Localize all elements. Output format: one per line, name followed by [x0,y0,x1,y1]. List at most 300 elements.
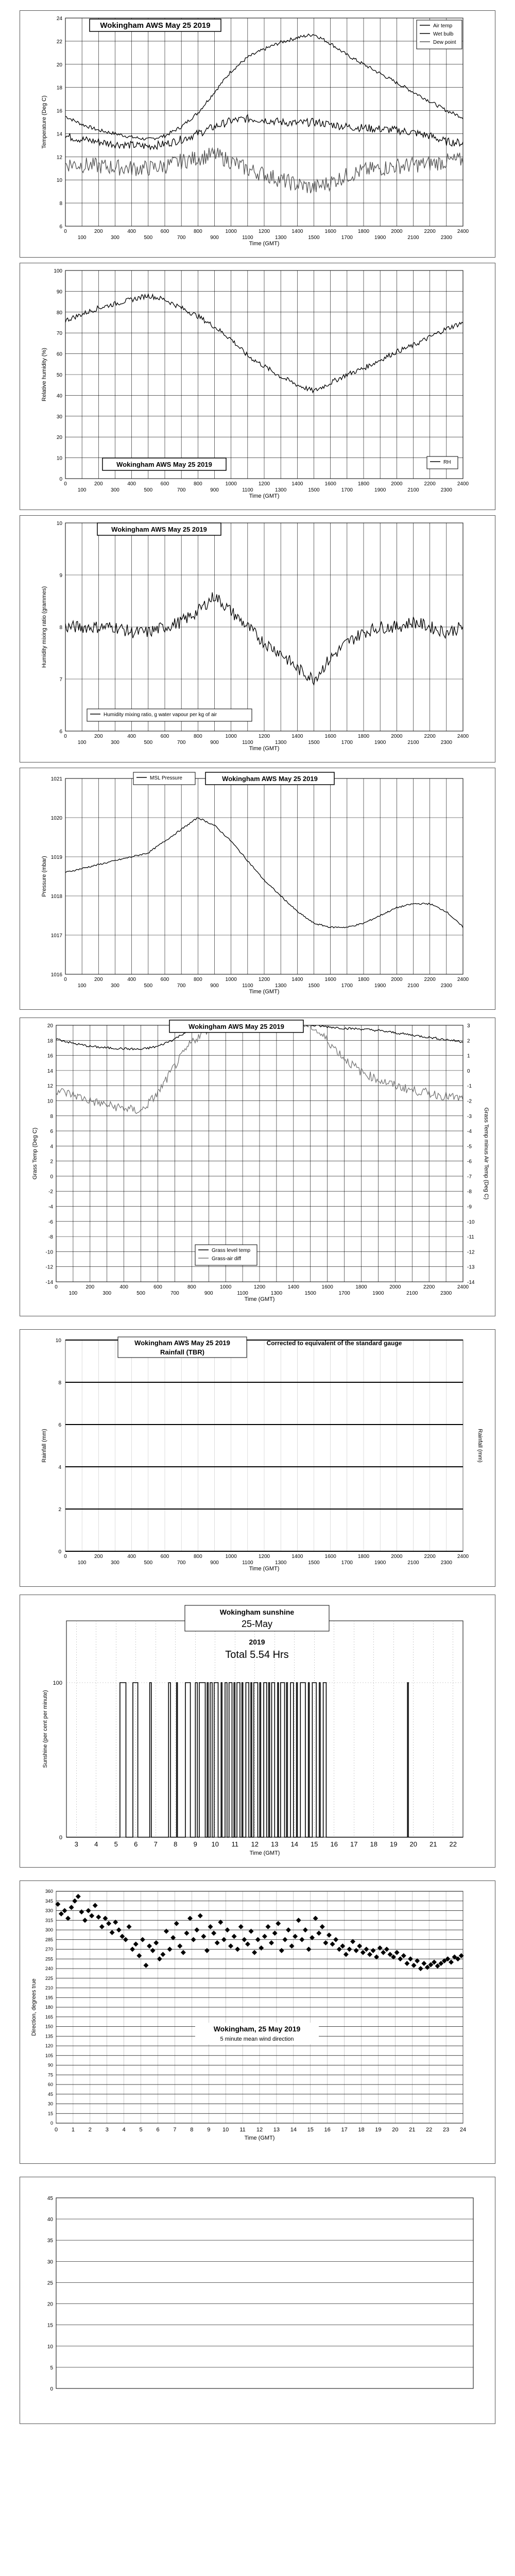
x-tick-label: 700 [177,487,186,493]
chart-date: 25-May [241,1619,273,1629]
y-tick-label: 0 [59,1835,62,1841]
x-tick-label: 1000 [225,977,237,982]
x-tick-label: 1400 [291,977,303,982]
x-tick-label: 2100 [406,1291,418,1296]
x-tick-label: 300 [111,983,119,989]
x-tick-label: 1800 [357,229,370,234]
y-tick-label: 7 [59,677,62,683]
temperature-chart [20,11,495,257]
x-tick-label: 1100 [242,983,253,989]
y-tick-label: 40 [56,393,62,399]
y-tick-label: 30 [56,414,62,420]
y2-tick-label: -3 [467,1113,472,1120]
y-tick-label: 8 [58,1380,61,1386]
x-tick-label: 1200 [253,1284,266,1290]
legend-label: RH [443,460,451,465]
x-tick-label: 100 [77,983,87,989]
y-tick-label: 70 [56,331,62,337]
x-tick-label: 12 [256,2127,263,2133]
y-tick-label: 2 [50,1159,53,1165]
y-tick-label: 165 [45,2014,53,2020]
y2-tick-label: -12 [467,1249,475,1256]
x-tick-label: 5 [114,1840,118,1848]
x-tick-label: 14 [290,1840,298,1848]
y2-tick-label: -13 [467,1264,475,1270]
y-tick-label: 14 [56,131,62,138]
x-tick-label: 18 [358,2127,365,2133]
y-tick-label: 45 [47,2091,53,2097]
y2-tick-label: 2 [467,1038,470,1044]
legend-label: MSL Pressure [150,775,182,781]
rainfall-chart [20,1330,495,1586]
legend-label: Dew point [433,40,456,45]
x-tick-label: 1100 [242,1560,253,1566]
x-tick-label: 1600 [324,229,336,234]
x-tick-label: 1400 [291,734,303,739]
y-tick-label: -10 [45,1249,53,1256]
y-tick-label: 15 [47,2323,53,2329]
wind-speed-chart-panel [20,2177,495,2424]
y-tick-label: 75 [47,2072,53,2078]
rainfall-chart-panel [20,1329,495,1587]
x-tick-label: 9 [193,1840,197,1848]
x-tick-label: 0 [64,734,67,739]
x-tick-label: 21 [409,2127,416,2133]
y-tick-label: 90 [47,2062,53,2068]
y-tick-label: 1019 [50,855,62,860]
x-tick-label: 400 [127,977,136,982]
x-tick-label: 2400 [457,481,469,487]
x-tick-label: 23 [442,2127,450,2133]
x-tick-label: 200 [94,481,103,487]
x-tick-label: 1300 [275,740,287,745]
x-tick-label: 1000 [225,229,237,234]
y-tick-label: 5 [50,2365,53,2371]
y2-tick-label: -6 [467,1159,472,1165]
y-axis-title: Temperature (Deg C) [41,95,47,149]
x-tick-label: 2000 [391,734,403,739]
x-tick-label: 4 [122,2127,126,2133]
chart-total: Total 5.54 Hrs [225,1649,289,1660]
x-tick-label: 2200 [424,229,436,234]
y-tick-label: 300 [45,1927,53,1933]
x-tick-label: 900 [210,1560,219,1566]
x-tick-label: 1000 [225,734,237,739]
x-tick-label: 4 [94,1840,98,1848]
y-tick-label: 60 [47,2082,53,2087]
x-tick-label: 200 [94,734,103,739]
x-tick-label: 20 [409,1840,417,1848]
grass-temperature-chart [20,1018,495,1316]
legend-box [427,456,458,469]
x-tick-label: 1900 [374,487,386,493]
y-tick-label: 270 [45,1946,53,1952]
x-tick-label: 16 [330,1840,338,1848]
x-tick-label: 13 [271,1840,279,1848]
x-tick-label: 0 [54,2127,58,2133]
x-tick-label: 1200 [258,734,270,739]
legend-label: Humidity mixing ratio, g water vapour per kg of air [104,712,217,718]
x-tick-label: 1900 [374,1560,386,1566]
y-tick-label: 180 [45,2005,53,2010]
x-tick-label: 2300 [440,1560,452,1566]
y-tick-label: 135 [45,2033,53,2039]
x-tick-label: 500 [144,487,153,493]
y-tick-label: -8 [48,1234,53,1241]
y-tick-label: 30 [47,2101,53,2107]
chart-title: Wokingham, 25 May 2019 [213,2025,301,2033]
x-tick-label: 1 [71,2127,75,2133]
y-tick-label: 240 [45,1966,53,1971]
x-tick-label: 1700 [341,1560,353,1566]
x-axis-title: Time (GMT) [249,241,280,247]
x-tick-label: 1300 [275,1560,287,1566]
x-tick-label: 12 [251,1840,259,1848]
x-tick-label: 1500 [304,1291,316,1296]
x-tick-label: 800 [193,977,202,982]
x-tick-label: 1100 [242,487,253,493]
x-tick-label: 1800 [357,734,370,739]
chart-year: 2019 [249,1638,265,1646]
x-tick-label: 700 [177,983,186,989]
y-axis-title: Humidity mixing ratio (grammes) [41,586,47,668]
y-axis-title: Relative humidity (%) [41,348,47,401]
x-tick-label: 2100 [407,983,419,989]
x-tick-label: 22 [449,1840,457,1848]
x-tick-label: 2300 [440,983,452,989]
y-tick-label: 20 [47,1023,53,1029]
x-tick-label: 1200 [258,481,270,487]
pressure-chart-panel [20,768,495,1010]
x-tick-label: 24 [459,2127,467,2133]
y-tick-label: 20 [56,62,62,68]
y-tick-label: 1018 [50,894,62,900]
y-tick-label: 8 [59,625,62,631]
x-tick-label: 2000 [391,977,403,982]
x-tick-label: 2200 [424,1554,436,1560]
legend-label: Grass-air diff [212,1256,242,1262]
y-tick-label: 0 [59,477,62,482]
y-tick-label: -14 [45,1280,53,1285]
y2-tick-label: 0 [467,1068,470,1074]
y-tick-label: 6 [50,1129,53,1135]
y-tick-label: 10 [56,178,62,184]
x-tick-label: 1600 [324,977,336,982]
x-tick-label: 300 [111,235,119,241]
x-tick-label: 200 [94,229,103,234]
x-tick-label: 100 [68,1291,78,1296]
x-axis-title: Time (GMT) [249,493,280,499]
mixing-ratio-chart-panel [20,515,495,762]
x-tick-label: 2400 [457,1554,469,1560]
y-tick-label: 80 [56,310,62,316]
x-tick-label: 2300 [440,487,452,493]
chart-title: Wokingham AWS May 25 2019 [100,21,211,30]
x-tick-label: 2000 [391,481,403,487]
y-tick-label: 14 [47,1068,53,1074]
wind-direction-chart-panel [20,1880,495,2164]
y-tick-label: 24 [56,16,62,22]
y-tick-label: 0 [50,1174,53,1180]
x-tick-label: 600 [160,229,169,234]
chart-title: Wokingham sunshine [219,1608,295,1616]
x-tick-label: 100 [77,487,87,493]
x-tick-label: 800 [193,229,202,234]
x-tick-label: 600 [160,481,169,487]
x-tick-label: 14 [290,2127,297,2133]
x-tick-label: 1400 [291,229,303,234]
x-tick-label: 1300 [275,235,287,241]
y-tick-label: 12 [47,1083,53,1090]
x-tick-label: 1100 [237,1291,248,1296]
x-tick-label: 1600 [321,1284,333,1290]
x-tick-label: 200 [85,1284,95,1290]
y-axis-title: Grass Temp (Deg C) [32,1127,38,1180]
x-tick-label: 19 [390,1840,398,1848]
x-tick-label: 1900 [374,235,386,241]
x-tick-label: 1500 [308,983,320,989]
x-tick-label: 800 [193,481,202,487]
y-tick-label: 0 [50,2121,53,2126]
x-tick-label: 0 [64,229,67,234]
x-tick-label: 1800 [357,977,370,982]
x-tick-label: 800 [187,1284,196,1290]
x-tick-label: 1800 [357,481,370,487]
y2-tick-label: -8 [467,1189,472,1195]
x-tick-label: 2000 [391,229,403,234]
y2-tick-label: -1 [467,1083,472,1090]
x-tick-label: 2300 [440,740,452,745]
x-tick-label: 500 [144,983,153,989]
x-tick-label: 100 [77,1560,87,1566]
y-tick-label: 100 [54,268,62,274]
y-tick-label: -2 [48,1189,53,1195]
y-tick-label: 10 [56,455,62,462]
x-tick-label: 1900 [374,740,386,745]
y-tick-label: 6 [58,1422,61,1428]
x-tick-label: 400 [127,229,136,234]
y2-tick-label: -14 [467,1280,475,1285]
x-tick-label: 2400 [457,977,469,982]
y-tick-label: 6 [59,224,62,230]
y-tick-label: 16 [56,108,62,114]
x-tick-label: 1500 [308,740,320,745]
x-tick-label: 2200 [424,734,436,739]
x-tick-label: 1000 [225,1554,237,1560]
x-tick-label: 8 [174,1840,178,1848]
x-tick-label: 1200 [258,977,270,982]
x-tick-label: 1100 [242,740,253,745]
y-axis-title: Rainfall (mm) [41,1429,47,1463]
x-tick-label: 17 [350,1840,358,1848]
x-tick-label: 2000 [391,1554,403,1560]
x-tick-label: 700 [170,1291,179,1296]
y-tick-label: 6 [59,729,62,735]
x-tick-label: 200 [94,977,103,982]
y-tick-label: 10 [55,1338,61,1344]
x-tick-label: 1300 [275,983,287,989]
x-tick-label: 11 [239,2127,246,2133]
x-tick-label: 2400 [457,734,469,739]
x-tick-label: 7 [153,1840,158,1848]
x-tick-label: 500 [136,1291,145,1296]
x-tick-label: 500 [144,1560,153,1566]
y-tick-label: 9 [59,573,62,579]
chart-title: Wokingham AWS May 25 2019 [134,1339,230,1347]
x-tick-label: 300 [111,487,119,493]
x-tick-label: 700 [177,740,186,745]
x-tick-label: 3 [105,2127,109,2133]
x-tick-label: 1300 [270,1291,283,1296]
x-tick-label: 2000 [389,1284,401,1290]
x-tick-label: 800 [193,734,202,739]
x-tick-label: 3 [74,1840,78,1848]
y-tick-label: 25 [47,2280,53,2286]
y-tick-label: 18 [56,85,62,91]
y-tick-label: 22 [56,39,62,45]
pressure-chart [20,768,495,1009]
y-tick-label: 30 [47,2259,53,2265]
x-axis-title: Time (GMT) [249,1850,280,1856]
y2-tick-label: -10 [467,1219,475,1225]
x-tick-label: 800 [193,1554,202,1560]
x-tick-label: 2100 [407,1560,419,1566]
x-tick-label: 10 [222,2127,229,2133]
y-tick-label: 315 [45,1918,53,1923]
chart-subtitle: Rainfall (TBR) [160,1348,204,1356]
chart-note: Corrected to equivalent of the standard gauge [266,1340,402,1347]
y-tick-label: 105 [45,2053,53,2058]
x-tick-label: 15 [307,2127,314,2133]
y-tick-label: 16 [47,1053,53,1059]
y-axis-title: Direction, degrees true [31,1978,37,2036]
y-tick-label: 150 [45,2024,53,2029]
y-tick-label: 45 [47,2196,53,2201]
x-tick-label: 1400 [287,1284,299,1290]
x-tick-label: 600 [160,734,169,739]
x-tick-label: 900 [210,740,219,745]
wind-speed-chart [20,2177,495,2424]
x-tick-label: 1700 [341,983,353,989]
x-tick-label: 1900 [374,983,386,989]
x-axis-title: Time (GMT) [249,1566,280,1572]
x-tick-label: 400 [127,1554,136,1560]
x-tick-label: 0 [64,481,67,487]
y-tick-label: 2 [58,1507,61,1513]
x-tick-label: 400 [127,734,136,739]
x-tick-label: 1000 [225,481,237,487]
chart-title: Wokingham AWS May 25 2019 [222,775,318,783]
y2-tick-label: -2 [467,1098,472,1105]
x-tick-label: 1000 [220,1284,232,1290]
y-tick-label: 40 [47,2217,53,2223]
x-tick-label: 2100 [407,487,419,493]
x-tick-label: 600 [153,1284,162,1290]
x-tick-label: 2 [88,2127,92,2133]
x-tick-label: 900 [210,983,219,989]
y2-tick-label: 3 [467,1023,470,1029]
y2-tick-label: -11 [467,1234,474,1241]
y-tick-label: 10 [47,1098,53,1105]
x-tick-label: 500 [144,740,153,745]
y-tick-label: -12 [45,1264,53,1270]
x-tick-label: 13 [273,2127,280,2133]
y-tick-label: 345 [45,1898,53,1904]
relative-humidity-chart [20,263,495,510]
x-tick-label: 1500 [308,487,320,493]
x-tick-label: 9 [207,2127,211,2133]
y-tick-label: 15 [47,2111,53,2116]
y-tick-label: 90 [56,289,62,295]
x-tick-label: 500 [144,235,153,241]
x-tick-label: 19 [375,2127,382,2133]
y-tick-label: 8 [59,201,62,207]
y-tick-label: 20 [47,2301,53,2308]
x-axis-title: Time (GMT) [249,745,280,752]
x-tick-label: 900 [210,235,219,241]
x-tick-label: 6 [134,1840,138,1848]
y-tick-label: 1021 [50,776,62,782]
x-tick-label: 400 [119,1284,129,1290]
x-tick-label: 2200 [423,1284,435,1290]
y-tick-label: 1017 [50,933,62,939]
y-tick-label: 225 [45,1975,53,1981]
y-tick-label: 4 [58,1465,61,1470]
x-tick-label: 5 [139,2127,143,2133]
x-tick-label: 17 [341,2127,348,2133]
y-tick-label: 255 [45,1956,53,1962]
x-tick-label: 7 [173,2127,177,2133]
y-tick-label: 12 [56,155,62,161]
legend-label: Air temp [433,23,453,29]
x-tick-label: 1600 [324,734,336,739]
x-tick-label: 600 [160,1554,169,1560]
y-tick-label: 120 [45,2043,53,2048]
mixing-ratio-chart [20,516,495,762]
chart-subtitle: 5 minute mean wind direction [220,2036,294,2042]
y2-tick-label: 1 [467,1053,470,1059]
x-tick-label: 100 [77,235,87,241]
y-tick-label: 8 [50,1113,53,1120]
x-axis-title: Time (GMT) [244,1296,275,1302]
y-tick-label: 18 [47,1038,53,1044]
y-tick-label: 10 [56,521,62,527]
y-tick-label: 0 [50,2386,53,2392]
x-tick-label: 1100 [242,235,253,241]
x-tick-label: 2400 [457,1284,469,1290]
y-tick-label: -6 [48,1219,53,1225]
x-tick-label: 400 [127,481,136,487]
legend-label: Wet bulb [433,31,454,37]
x-tick-label: 1700 [341,740,353,745]
x-tick-label: 700 [177,1560,186,1566]
y-axis-title: Sunshine (per cent per minute) [42,1690,48,1768]
x-tick-label: 1800 [357,1554,370,1560]
x-axis-title: Time (GMT) [249,989,280,995]
y-tick-label: 10 [47,2344,53,2350]
x-tick-label: 1500 [308,235,320,241]
y-tick-label: 210 [45,1985,53,1991]
y2-axis-title: Rainfall (mm) [477,1429,483,1463]
x-tick-label: 600 [160,977,169,982]
sunshine-chart [20,1595,495,1867]
legend-label: Grass level temp [212,1248,251,1253]
x-tick-label: 1900 [372,1291,384,1296]
y2-tick-label: -9 [467,1204,472,1210]
x-tick-label: 6 [156,2127,160,2133]
y2-axis-title: Grass Temp minus Air Temp (Deg C) [483,1107,489,1200]
x-tick-label: 2300 [440,1291,452,1296]
